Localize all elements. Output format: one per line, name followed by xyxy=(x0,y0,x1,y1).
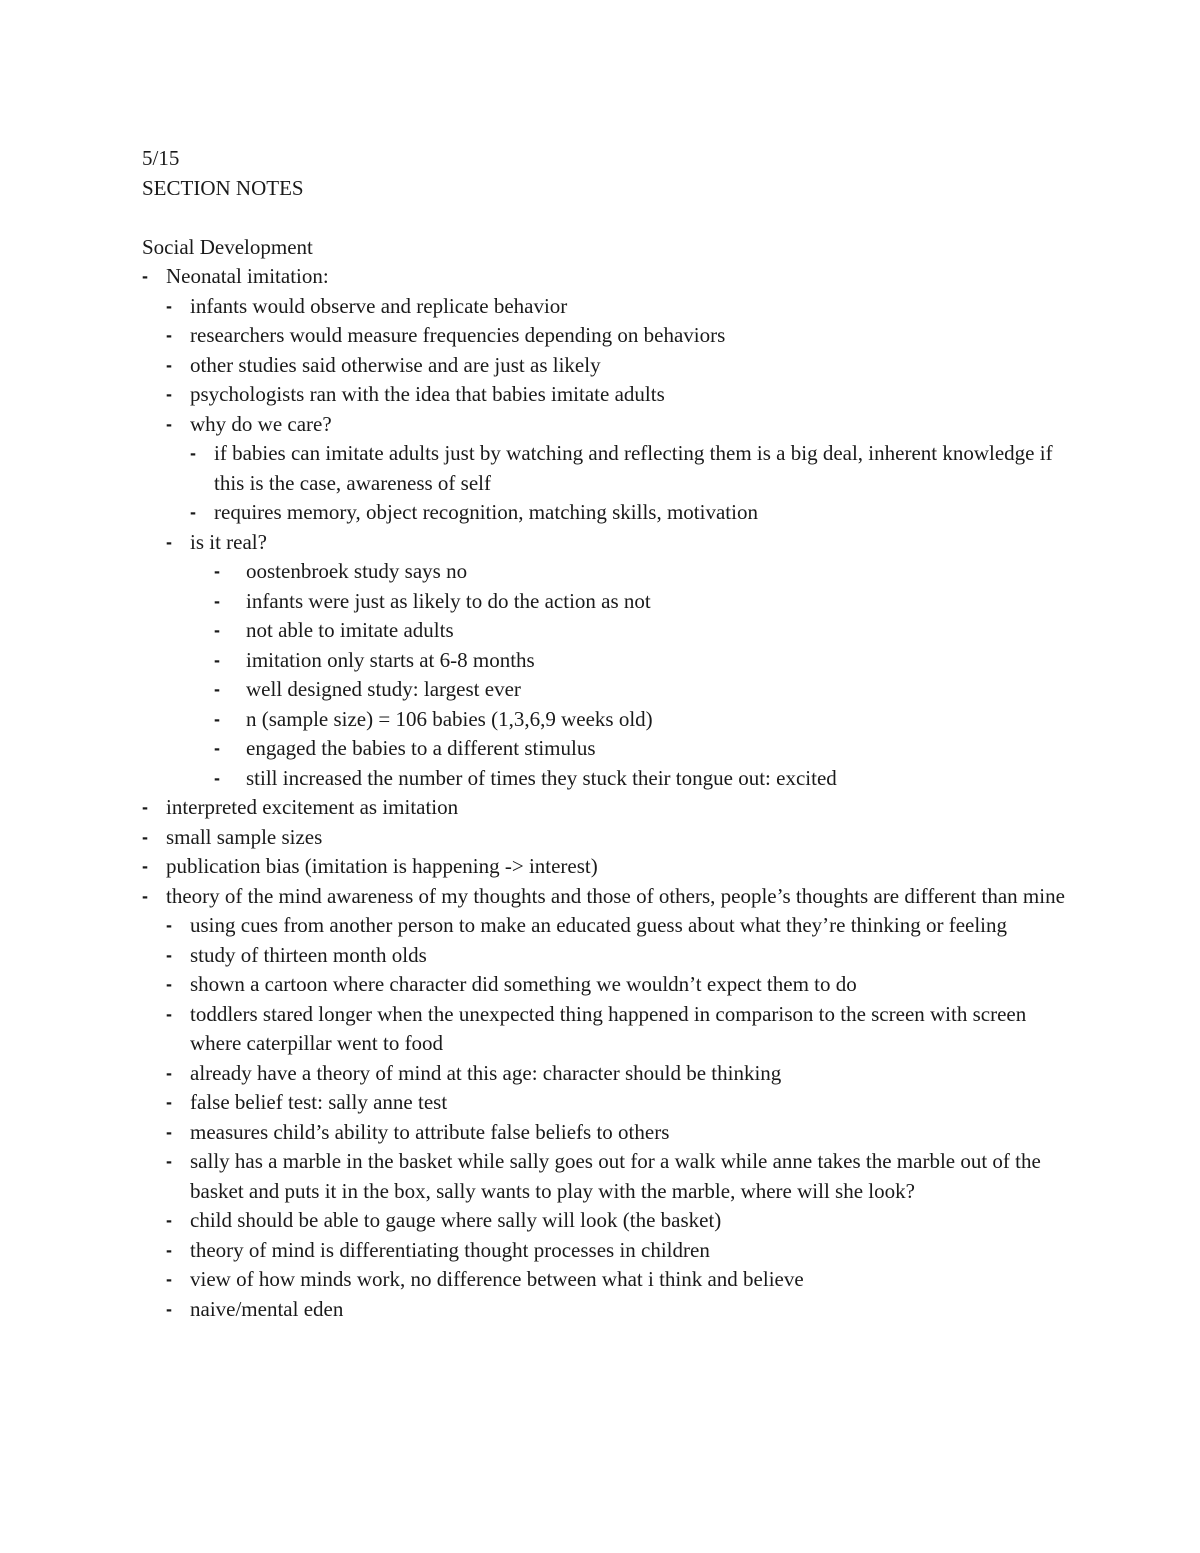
list-item xyxy=(142,764,1072,794)
list-item xyxy=(142,675,1072,705)
list-item-text: using cues from another person to make an educated guess about what they’re thinking or feeling xyxy=(190,913,1008,937)
page-title: SECTION NOTES xyxy=(142,175,304,200)
list-item xyxy=(142,1000,1072,1059)
dash-bullet-icon: - xyxy=(166,325,172,345)
dash-bullet-icon: - xyxy=(214,679,220,699)
list-item xyxy=(142,616,1072,646)
list-item xyxy=(142,646,1072,676)
dash-bullet-icon: - xyxy=(166,915,172,935)
dash-bullet-icon: - xyxy=(166,944,172,965)
dash-bullet-icon: - xyxy=(166,1092,172,1112)
list-item xyxy=(142,793,1072,823)
list-item xyxy=(142,941,1072,971)
list-item-text: shown a cartoon where character did something we wouldn’t expect them to do xyxy=(190,972,857,996)
list-item-text: theory of mind is differentiating thought processes in children xyxy=(190,1237,710,1262)
document-body xyxy=(142,144,1072,1324)
list-item-text: study of thirteen month olds xyxy=(190,942,427,967)
list-item-text: Neonatal imitation: xyxy=(166,264,329,288)
dash-bullet-icon: - xyxy=(214,708,220,729)
list-item-text: still increased the number of times they stuck their tongue out: excited xyxy=(246,765,837,790)
dash-bullet-icon: - xyxy=(166,1210,172,1230)
list-item-text: view of how minds work, no difference between what i think and believe xyxy=(190,1267,804,1291)
list-item xyxy=(142,911,1072,941)
dash-bullet-icon: - xyxy=(166,1269,172,1289)
list-item xyxy=(142,351,1072,381)
dash-bullet-icon: - xyxy=(166,1121,172,1142)
list-item xyxy=(142,705,1072,735)
list-item xyxy=(142,380,1072,410)
list-item-text: oostenbroek study says no xyxy=(246,559,468,583)
list-item-text: already have a theory of mind at this age: character should be thinking xyxy=(190,1060,782,1085)
dash-bullet-icon: - xyxy=(166,413,172,434)
dash-bullet-icon: - xyxy=(142,885,148,906)
dash-bullet-icon: - xyxy=(142,856,148,876)
list-item xyxy=(142,528,1072,558)
list-item xyxy=(142,410,1072,440)
dash-bullet-icon: - xyxy=(166,1298,172,1319)
list-item-text: false belief test: sally anne test xyxy=(190,1090,448,1114)
dash-bullet-icon: - xyxy=(214,561,220,581)
list-item xyxy=(142,970,1072,1000)
list-item-text: is it real? xyxy=(190,529,267,554)
dash-bullet-icon: - xyxy=(190,443,196,463)
dash-bullet-icon: - xyxy=(166,1151,172,1171)
dash-bullet-icon: - xyxy=(214,738,220,758)
list-item-text: infants would observe and replicate behavior xyxy=(190,293,568,318)
list-item-text: other studies said otherwise and are just as likely xyxy=(190,352,601,377)
list-item xyxy=(142,1059,1072,1089)
list-item xyxy=(142,321,1072,351)
list-item-text: infants were just as likely to do the action as not xyxy=(246,588,651,613)
list-item xyxy=(142,823,1072,853)
dash-bullet-icon: - xyxy=(214,590,220,611)
list-item xyxy=(142,1295,1072,1325)
list-item xyxy=(142,734,1072,764)
list-item xyxy=(142,557,1072,587)
list-item xyxy=(142,1088,1072,1118)
list-item-text: why do we care? xyxy=(190,411,332,436)
list-item-text: researchers would measure frequencies depending on behaviors xyxy=(190,323,726,347)
list-item xyxy=(142,439,1072,498)
list-item xyxy=(142,1118,1072,1148)
dash-bullet-icon: - xyxy=(166,1062,172,1083)
list-item xyxy=(142,292,1072,322)
list-item-text: interpreted excitement as imitation xyxy=(166,795,459,819)
list-item-text: well designed study: largest ever xyxy=(246,677,521,701)
dash-bullet-icon: - xyxy=(166,1239,172,1260)
list-item-text: not able to imitate adults xyxy=(246,618,454,642)
list-item-text: theory of the mind awareness of my thoughts and those of others, people’s thoughts are different than mine xyxy=(166,883,1065,908)
list-item-text: measures child’s ability to attribute false beliefs to others xyxy=(190,1119,670,1144)
list-item xyxy=(142,587,1072,617)
dash-bullet-icon: - xyxy=(166,531,172,552)
list-item xyxy=(142,1236,1072,1266)
dash-bullet-icon: - xyxy=(214,767,220,788)
list-item xyxy=(142,1147,1072,1206)
dash-bullet-icon: - xyxy=(142,797,148,817)
list-item xyxy=(142,498,1072,528)
blank-line xyxy=(142,203,1072,233)
dash-bullet-icon: - xyxy=(190,502,196,522)
dash-bullet-icon: - xyxy=(214,649,220,670)
dash-bullet-icon: - xyxy=(166,354,172,375)
list-item-text: requires memory, object recognition, matching skills, motivation xyxy=(214,500,758,524)
list-item xyxy=(142,882,1072,912)
dash-bullet-icon: - xyxy=(142,266,148,286)
list-item xyxy=(142,1206,1072,1236)
notes-list xyxy=(142,262,1072,1324)
list-item-text: psychologists ran with the idea that babies imitate adults xyxy=(190,382,665,406)
topic-heading: Social Development xyxy=(142,234,313,259)
list-item-text: engaged the babies to a different stimulus xyxy=(246,736,596,760)
dash-bullet-icon: - xyxy=(142,826,148,847)
dash-bullet-icon: - xyxy=(166,384,172,404)
list-item-text: child should be able to gauge where sally will look (the basket) xyxy=(190,1208,722,1232)
list-item-text: imitation only starts at 6-8 months xyxy=(246,647,535,672)
list-item-text: naive/mental eden xyxy=(190,1296,344,1321)
list-item xyxy=(142,262,1072,292)
list-item-text: publication bias (imitation is happening -> interest) xyxy=(166,854,598,878)
list-item xyxy=(142,852,1072,882)
dash-bullet-icon: - xyxy=(214,620,220,640)
list-item-text: small sample sizes xyxy=(166,824,323,849)
list-item-text: if babies can imitate adults just by watching and reflecting them is a big deal, inherent knowledge if this is the case, awareness of self xyxy=(214,441,1053,495)
list-item xyxy=(142,1265,1072,1295)
dash-bullet-icon: - xyxy=(166,1003,172,1024)
list-item-text: sally has a marble in the basket while sally goes out for a walk while anne takes the marble out of the basket and puts it in the box, sally wants to play with the marble, where will she look? xyxy=(190,1149,1041,1203)
list-item-text: toddlers stared longer when the unexpected thing happened in comparison to the screen with screen where caterpillar went to food xyxy=(190,1001,1027,1055)
dash-bullet-icon: - xyxy=(166,974,172,994)
list-item-text: n (sample size) = 106 babies (1,3,6,9 weeks old) xyxy=(246,706,653,731)
dash-bullet-icon: - xyxy=(166,295,172,316)
note-date: 5/15 xyxy=(142,146,180,170)
